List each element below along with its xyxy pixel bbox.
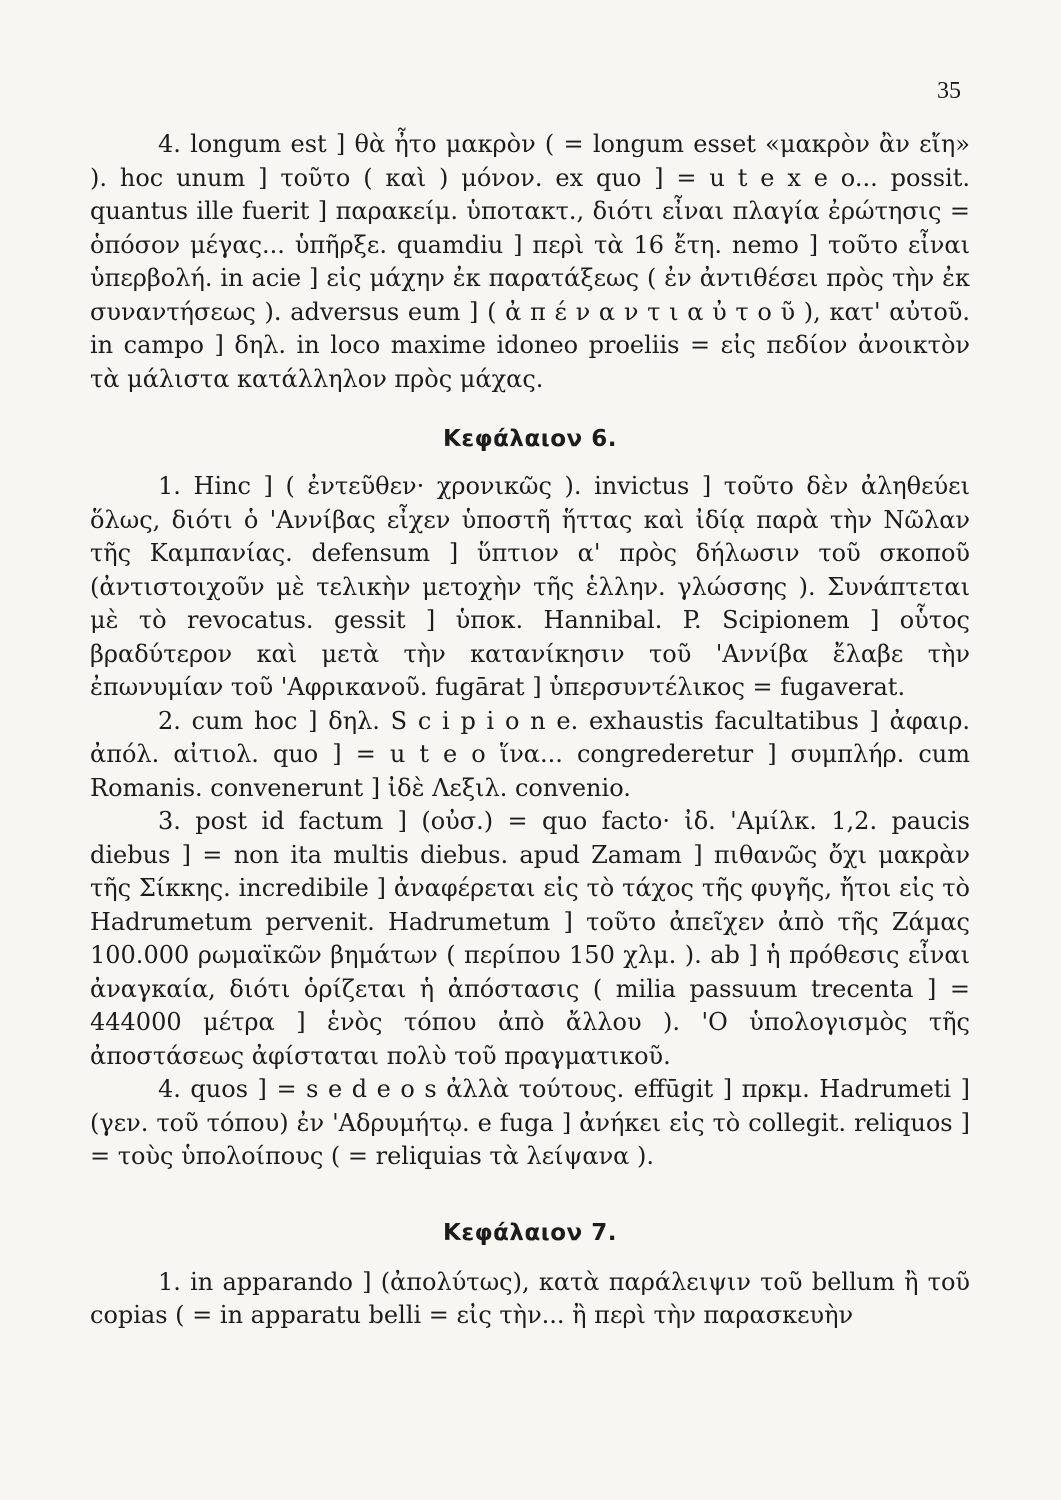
note-paragraph: 3. post id factum ] (οὐσ.) = quo facto· ἰδ. 'Αμίλκ. 1,2. paucis diebus ] = non ita multis diebus. apud Zamam ] πιθανῶς ὄχι μακρὰν τῆς Σίκκης. incredibile ] ἀναφέρεται εἰς τὸ τάχος τῆς φυγῆς, ἤτοι εἰς τὸ Hadrumetum pervenit. Hadrumetum ] τοῦτο ἀπεῖχεν ἀπὸ τῆς Ζάμας 100.000 ρωμαϊκῶν βημάτων ( περίπου 150 χλμ. ). ab ] ἡ πρόθεσις εἶναι ἀναγκαία, διότι ὁρίζεται ἡ ἀπόστασις ( milia passuum trecenta ] = 444000 μέτρα ] ἑνὸς τόπου ἀπὸ ἄλλου ). 'Ο ὑπολογισμὸς τῆς ἀποστάσεως ἀφίσταται πολὺ τοῦ πραγματικοῦ. xyxy=(90,807,970,1070)
note-paragraph: 1. in apparando ] (ἀπολύτως), κατὰ παράλειψιν τοῦ bellum ἢ τοῦ copias ( = in apparatu belli = εἰς τὴν... ἢ περὶ τὴν παρασκευὴν xyxy=(90,1267,970,1329)
page-content xyxy=(90,120,970,1333)
chapter-7-heading: Κεφάλαιον 7. xyxy=(443,1219,617,1246)
note-paragraph: 1. Hinc ] ( ἐντεῦθεν· χρονικῶς ). invictus ] τοῦτο δὲν ἀληθεύει ὅλως, διότι ὁ 'Αννίβας εἶχεν ὑποστῆ ἥττας καὶ ἰδίᾳ παρὰ τὴν Νῶλαν τῆς Καμπανίας. defensum ] ὕπτιον α' πρὸς δήλωσιν τοῦ σκοποῦ (ἀντιστοιχοῦν μὲ τελικὴν μετοχὴν τῆς ἑλλην. γλώσσης ). Συνάπτεται μὲ τὸ revocatus. gessit ] ὑποκ. Hannibal. P. Scipionem ] οὗτος βραδύτερον καὶ μετὰ τὴν κατανίκησιν τοῦ 'Αννίβα ἔλαβε τὴν ἐπωνυμίαν τοῦ 'Αφρικανοῦ. fugārat ] ὑπερσυντέλικος = fugaverat. xyxy=(90,472,970,701)
chapter-6-heading: Κεφάλαιον 6. xyxy=(443,426,617,452)
note-paragraph: 4. quos ] = s e d e o s ἀλλὰ τούτους. effūgit ] πρκμ. Hadrumeti ] (γεν. τοῦ τόπου) ἐν 'Αδρυμήτῳ. e fuga ] ἀνήκει εἰς τὸ collegit. reliquos ] = τοὺς ὑπολοίπους ( = reliquias τὰ λείψανα ). xyxy=(90,1075,970,1170)
note-paragraph: 2. cum hoc ] δηλ. S c i p i o n e. exhaustis facultatibus ] ἀφαιρ. ἀπόλ. αἰτιολ. quo ] = u t e o ἵνα... congrederetur ] συμπλήρ. cum Romanis. convenerunt ] ἰδὲ Λεξιλ. convenio. xyxy=(90,706,970,802)
page-number: 35 xyxy=(937,78,961,104)
note-paragraph: 4. longum est ] θὰ ἦτο μακρὸν ( = longum esset «μακρὸν ἂν εἴη» ). hoc unum ] τοῦτο ( καὶ ) μόνον. ex quo ] = u t e x e o... possit. quantus ille fuerit ] παρακείμ. ὑποτακτ., διότι εἶναι πλαγία ἐρώτησις = ὁπόσον μέγας... ὑπῆρξε. quamdiu ] περὶ τὰ 16 ἔτη. nemo ] τοῦτο εἶναι ὑπερβολή. in acie ] εἰς μάχην ἐκ παρατάξεως ( ἐν ἀντιθέσει πρὸς τὴν ἐκ συναντήσεως ). adversus eum ] ( ἀ π έ ν α ν τ ι α ὐ τ ο ῦ ), κατ' αὐτοῦ. in campo ] δηλ. in loco maxime idoneo proeliis = εἰς πεδίον ἀνοικτὸν τὰ μάλιστα κατάλληλον πρὸς μάχας. xyxy=(90,130,970,393)
